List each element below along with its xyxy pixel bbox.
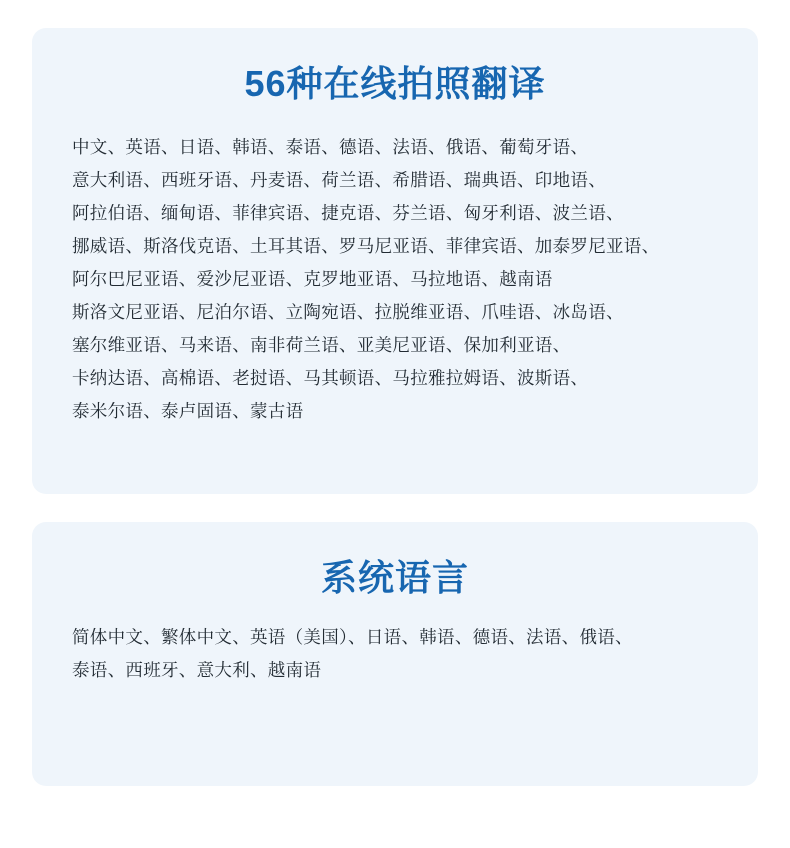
list-item: 简体中文、繁体中文、英语（美国）、日语、韩语、德语、法语、俄语、	[72, 627, 633, 648]
section-title: 系统语言	[320, 557, 469, 598]
list-item: 挪威语、斯洛伐克语、土耳其语、罗马尼亚语、菲律宾语、加泰罗尼亚语、	[72, 236, 660, 257]
list-item: 阿尔巴尼亚语、爱沙尼亚语、克罗地亚语、马拉地语、越南语	[72, 269, 553, 290]
system-language-card	[32, 522, 758, 786]
list-item: 意大利语、西班牙语、丹麦语、荷兰语、希腊语、瑞典语、印地语、	[72, 170, 606, 191]
list-item: 阿拉伯语、缅甸语、菲律宾语、捷克语、芬兰语、匈牙利语、波兰语、	[72, 203, 624, 224]
list-item: 卡纳达语、高棉语、老挝语、马其顿语、马拉雅拉姆语、波斯语、	[72, 368, 589, 389]
list-item: 泰语、西班牙、意大利、越南语	[72, 660, 322, 681]
list-item: 斯洛文尼亚语、尼泊尔语、立陶宛语、拉脱维亚语、爪哇语、冰岛语、	[72, 302, 624, 323]
system-language-list	[72, 621, 718, 687]
photo-translation-card	[32, 28, 758, 494]
list-item: 中文、英语、日语、韩语、泰语、德语、法语、俄语、葡萄牙语、	[72, 137, 589, 158]
page-title: 56种在线拍照翻译	[244, 63, 546, 104]
photo-translation-language-list	[72, 131, 718, 428]
list-item: 塞尔维亚语、马来语、南非荷兰语、亚美尼亚语、保加利亚语、	[72, 335, 571, 356]
list-item: 泰米尔语、泰卢固语、蒙古语	[72, 401, 304, 422]
